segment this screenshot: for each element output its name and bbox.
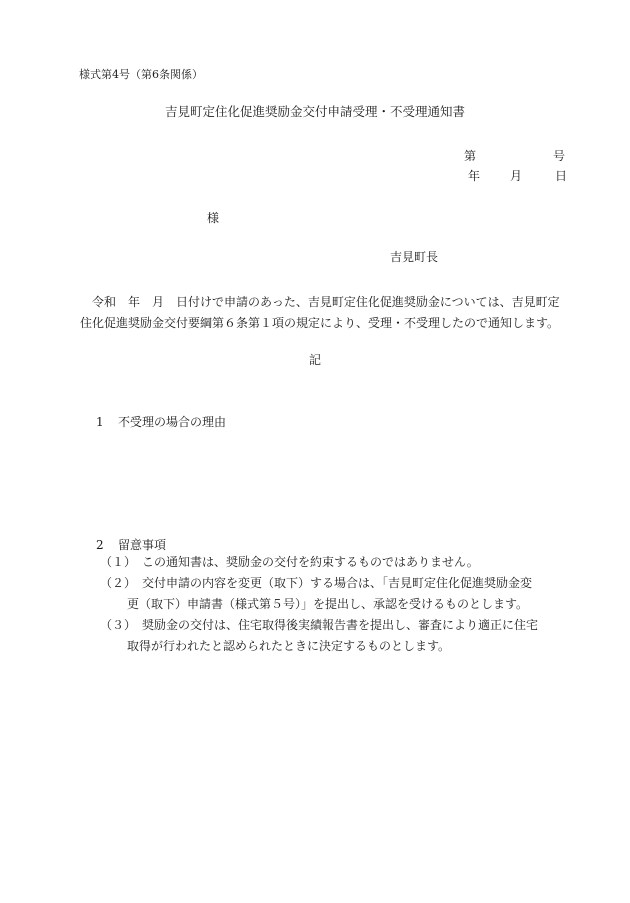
note-number: （３） bbox=[100, 618, 137, 632]
date-day-label: 日 bbox=[555, 169, 568, 183]
section-notes bbox=[96, 539, 166, 551]
note-number: （１） bbox=[100, 555, 137, 569]
document-title: 吉見町定住化促進奨励金交付申請受理・不受理通知書 bbox=[164, 104, 465, 119]
note-item bbox=[100, 573, 580, 615]
section1-label: 不受理の場合の理由 bbox=[118, 415, 227, 429]
section2-number: 2 bbox=[96, 538, 104, 552]
note-continuation: 更（取下）申請書（様式第５号）」を提出し、承認を受けるものとします。 bbox=[127, 597, 529, 611]
addressee-line: 様 bbox=[207, 211, 220, 225]
number-dai-label: 第 bbox=[464, 149, 477, 163]
note-text: 奨励金の交付は、住宅取得後実績報告書を提出し、審査により適正に住宅 bbox=[142, 618, 539, 632]
notice-body bbox=[80, 292, 570, 334]
section2-label: 留意事項 bbox=[118, 538, 167, 552]
date-month-label: 月 bbox=[510, 169, 523, 183]
section-rejection-reason bbox=[96, 416, 226, 428]
number-go-label: 号 bbox=[553, 149, 566, 163]
ki-heading: 記 bbox=[308, 353, 321, 367]
issuer-name: 吉見町長 bbox=[390, 250, 439, 264]
note-continuation: 取得が行われたと認められたときに決定するものとします。 bbox=[127, 639, 451, 653]
note-item bbox=[100, 552, 580, 573]
form-number: 様式第4号（第6条関係） bbox=[79, 68, 203, 81]
note-text: この通知書は、奨励金の交付を約束するものではありません。 bbox=[142, 555, 479, 569]
date-year-label: 年 bbox=[468, 169, 481, 183]
note-text: 交付申請の内容を変更（取下）する場合は、「吉見町定住化促進奨励金変 bbox=[142, 576, 533, 590]
notice-body-text: 令和 年 月 日付けで申請のあった、吉見町定住化促進奨励金については、吉見町定住化促進奨励金交付要綱第６条第１項の規定により、受理・不受理したので通知します。 bbox=[80, 295, 560, 330]
note-number: （２） bbox=[100, 576, 137, 590]
section1-number: 1 bbox=[96, 415, 104, 429]
note-item bbox=[100, 615, 580, 657]
